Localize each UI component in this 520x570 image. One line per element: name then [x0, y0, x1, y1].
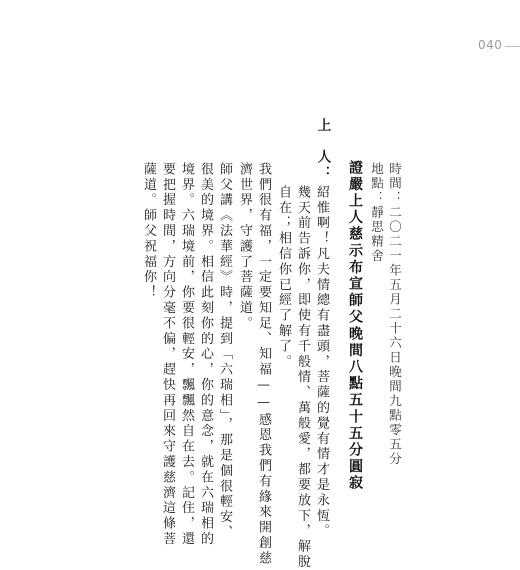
body-line: 薩道。師父祝福你！ [141, 162, 156, 301]
time-line: 時間：二〇二一年五月二十六日晚間九點零五分 [387, 162, 403, 467]
body-line: 師父講《法華經》時，提到「六瑞相」，那是個很輕安、 [217, 162, 232, 541]
body-line: 要把握時間，方向分毫不偏，趕快再回來守護慈濟這條菩 [160, 162, 175, 547]
body-line: 境界。六瑞境前，你要很輕安，飄飄然自在去。記住，還 [179, 162, 194, 547]
body-line: 紹惟啊！凡夫情總有盡頭，菩薩的覺有情才是永恆。 [314, 185, 329, 540]
body-line: 我們很有福，一定要知足、知福——感恩我們有緣來開創慈 [256, 162, 271, 567]
body-line: 很美的境界。相信此刻你的心，你的意念，就在六瑞相的 [198, 162, 213, 547]
speaker-label: 上 人： [314, 118, 331, 182]
body-line: 自在；相信你已經了解了。 [276, 185, 291, 370]
header-rule [505, 46, 520, 47]
place-line: 地點：靜思精舍 [369, 162, 385, 264]
document-title: 證嚴上人慈示布宣師父晚間八點五十五分圓寂 [347, 160, 363, 492]
page-number: 040 [478, 38, 503, 52]
body-line: 濟世界，守護了菩薩道。 [237, 162, 252, 332]
body-line: 幾天前告訴你，即使有千般情、萬般愛，都要放下，解脫 [295, 185, 310, 570]
